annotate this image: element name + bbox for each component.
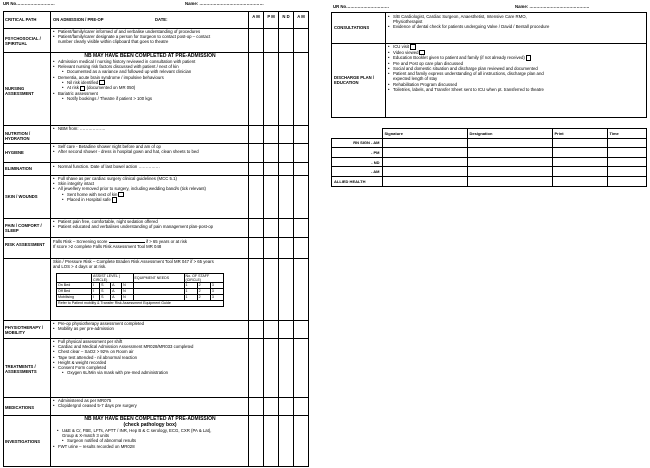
mobility-table-footer: Refer to Patient mobility & Transfer Risk Assessment Equipment Guide xyxy=(57,301,224,307)
psych-label: PSYCHOSOCIAL / SPIRITUAL xyxy=(5,36,41,46)
table-row: Mobilising I S A N 1 2 3 xyxy=(57,295,224,301)
nursing-nil-risk: Nil risk identified xyxy=(67,79,99,85)
pressure-risk: Skin / Pressure Risk – Complete Braden Risk Assessment Tool MR 047 if > 65 years xyxy=(53,259,214,264)
discharge-label: DISCHARGE PLAN / EDUCATION xyxy=(334,75,375,85)
treat-height: • Height & weight recorded xyxy=(53,360,193,365)
consult-physio: Physiotherapist xyxy=(393,19,423,25)
elimination-item: • Normal function. Date of last bowel action …………… xyxy=(53,164,160,169)
investigations-label: INVESTIGATIONS xyxy=(5,439,41,444)
assist-level-header: ASSIST LEVEL ( CIRCLE) xyxy=(92,274,134,283)
skin-label: SKIN / WOUNDS xyxy=(5,194,38,199)
discharge-rehab: • Rehabilitation Program discussed xyxy=(388,82,544,87)
sig-header-designation: Designation xyxy=(467,129,552,139)
header-date: DATE: xyxy=(155,17,168,22)
table-row: - PM xyxy=(332,148,647,158)
medications-label: MEDICATIONS xyxy=(5,405,35,410)
staff-header: No. OF STAFF (CIRCLE) xyxy=(184,274,224,283)
treat-oxygen: • Oxygen 6L/Min via mask with pre-med administration xyxy=(53,370,193,375)
pressure-risk-cont: and LOS > 4 days or at risk. xyxy=(53,264,107,270)
left-name-label: Name: ……………………………………… xyxy=(185,1,264,6)
invest-fwt: • FWT urine – results recorded on MR028 xyxy=(53,444,247,449)
header-critical-path: CRITICAL PATH xyxy=(5,17,37,22)
nursing-notify: • Notify bookings / Theatre if patient > 100 kgs xyxy=(53,96,247,101)
invest-surgeon: • Surgeon notified of abnormal results xyxy=(53,438,247,443)
skin-shave: • Full shave as per cardiac surgery clinical guidelines (MCC 5.1) xyxy=(53,176,206,181)
shift-am-1: A M xyxy=(252,14,260,19)
meds-item-1: • Administered as per MR075 xyxy=(53,398,137,403)
nursing-banner: NB MAY HAVE BEEN COMPLETED AT PRE-ADMISSION xyxy=(84,53,216,59)
pain-item-1: • Patient pain free, comfortable, night sedation offered xyxy=(53,219,213,224)
signature-table xyxy=(331,128,647,187)
right-name-label: Name: …………………………………… xyxy=(515,4,590,9)
nursing-variance: • Documented as a variance and followed up with relevant clinician xyxy=(53,69,247,74)
skin-hospital-safe: Placed in Hospital safe xyxy=(67,197,111,203)
pain-item-2: • Patient educated and verbalises understanding of pain management plan-post-op xyxy=(53,224,213,229)
sig-header-signature: Signature xyxy=(382,129,467,139)
hygiene-item-1: • Self care - Betadine shower night before and am of op xyxy=(53,144,199,149)
discharge-icu: ICU visit xyxy=(393,44,409,49)
meds-item-2: • Clopidergrol ceased 5-7 days pre surgery xyxy=(53,403,137,408)
pain-label: PAIN / COMFORT / SLEEP xyxy=(5,223,42,233)
table-row: RN SIGN - AM xyxy=(332,138,647,148)
skin-integrity: • Skin integrity intact xyxy=(53,181,206,186)
physio-item-2: • Mobility as per pre-admission xyxy=(53,326,144,331)
nursing-label: NURSING ASSESSMENT xyxy=(5,86,34,96)
consultations-label: CONSULTATIONS xyxy=(334,25,370,30)
treatments-label: TREATMENTS / ASSESSMENTS xyxy=(5,364,37,374)
psych-item-2: • Patient/family/carer designate a person for Surgeon to contact post-op – contact xyxy=(53,34,210,39)
sig-header-print: Print xyxy=(552,129,607,139)
consult-sb: • S/B Cardiologist, Cardiac Surgeon, Anaesthetist, Intensive Care RMO, xyxy=(388,14,549,19)
table-row: - AM xyxy=(332,167,647,177)
invest-banner: NB MAY HAVE BEEN COMPLETED AT PRE-ADMISSION xyxy=(84,416,216,422)
discharge-understanding: • Patient and family express understanding of all instructions, discharge plan and xyxy=(388,71,544,76)
invest-bloods: • U&E & Cr, FBE, LFTs, APTT / INR, Hep B & C serology, ECG, CXR (PA & Lat), xyxy=(57,428,247,433)
discharge-booklet: Education Booklet given to patient and family (if not already received) xyxy=(393,55,525,61)
physio-label: PHYSIOTHERAPY / MOBILITY xyxy=(5,325,44,335)
invest-bloods-cont: Group & X-match 3 units xyxy=(62,433,110,439)
risk-label: RISK ASSESSMENT xyxy=(5,242,45,247)
sig-header-time: Time xyxy=(607,129,647,139)
nursing-dementia: • Dementia, acute brain syndrome / impulsive behaviours xyxy=(53,75,247,80)
equipment-header: EQUIPMENT NEEDS xyxy=(133,274,184,283)
table-row: ALLIED HEALTH xyxy=(332,176,647,186)
nursing-history: • Admission medical / nursing history reviewed in consultation with patient xyxy=(53,59,247,64)
discharge-toiletries: • Toiletries, labels, and Transfer Sheet sent to ICU when pt. transferred to theatre xyxy=(388,87,544,92)
table-row: - ND xyxy=(332,157,647,167)
nursing-at-risk: At risk xyxy=(67,85,79,91)
falls-score-field[interactable] xyxy=(109,242,145,243)
elimination-label: ELIMINATION xyxy=(5,166,32,171)
discharge-understanding-cont: expected length of stay xyxy=(393,76,438,82)
skin-sent-home: Sent home with next of kin xyxy=(67,191,118,197)
hygiene-item-2: • After second shower - dress in hospital gown and hat, clean sheets to bed xyxy=(53,149,199,154)
discharge-care-plan: • Pre and Post op care plan discussed xyxy=(388,61,544,66)
shift-pm: P M xyxy=(267,14,275,19)
physio-item-1: • Pre-op physiotherapy assessment completed xyxy=(53,321,144,326)
treat-tape: • Tape test attended - nil abnormal reaction xyxy=(53,355,193,360)
skin-jewellery: • All jewellery removed prior to surgery, including wedding band/s (tick relevant) xyxy=(53,186,206,191)
right-ur-label: UR No………………………… xyxy=(333,4,390,9)
nutrition-label: NUTRITION / HYDRATION xyxy=(5,131,31,141)
falls-risk-condition: if > 65 years or at risk xyxy=(145,239,188,244)
falls-risk-score: Falls Risk – Screening score xyxy=(53,239,108,244)
nursing-bariatric: • Bariatric assessment xyxy=(53,91,247,96)
shift-am-2: A M xyxy=(297,14,305,19)
consult-dental: • Evidence of dental check for patients undergoing Valve / David / Bentall procedure xyxy=(388,24,549,29)
psych-item-1: • Patient/family/carer informed of and verbalise understanding of procedures xyxy=(53,29,210,34)
treat-physical: • Full physical assessment per shift xyxy=(53,339,193,344)
header-on-admission: ON ADMISSION / PRE-OP xyxy=(53,17,104,22)
treat-consent: • Consent Form completed xyxy=(53,365,193,370)
table-row: On Bed I S A N 1 2 3 xyxy=(57,283,224,289)
falls-risk-tool: If score >2 complete Falls Risk Assessment Tool MR 048 xyxy=(53,244,162,250)
left-ur-label: UR No……………………… xyxy=(3,1,55,6)
table-row: Off Bed I S A N 1 2 3 xyxy=(57,289,224,295)
treat-admission: • Cardiac and Medical Admission Assessment MR028/MR033 completed xyxy=(53,344,193,349)
treat-chest: • Chest clear – SaO2 > 92% on Room air xyxy=(53,349,193,354)
discharge-social: • Social and domestic situation and discharge plan reviewed and documented xyxy=(388,66,544,71)
hospital-safe-checkbox[interactable] xyxy=(112,197,118,203)
nursing-risk-factors: • Relevant nursing risk factors discussed with patient / next of kin xyxy=(53,64,247,69)
hygiene-label: HYGIENE xyxy=(5,150,24,155)
invest-banner-sub: (check pathology box) xyxy=(123,422,177,428)
mobility-table xyxy=(56,273,224,307)
shift-nd: N D xyxy=(282,14,290,19)
nursing-at-risk-note: (documented on MR 050) xyxy=(86,85,136,91)
psych-item-2-cont: number clearly visible within clipboard that goes to theatre xyxy=(58,39,169,45)
discharge-video: Video viewed xyxy=(393,49,419,55)
nbm-from: • NBM from: ……………… xyxy=(53,126,106,131)
